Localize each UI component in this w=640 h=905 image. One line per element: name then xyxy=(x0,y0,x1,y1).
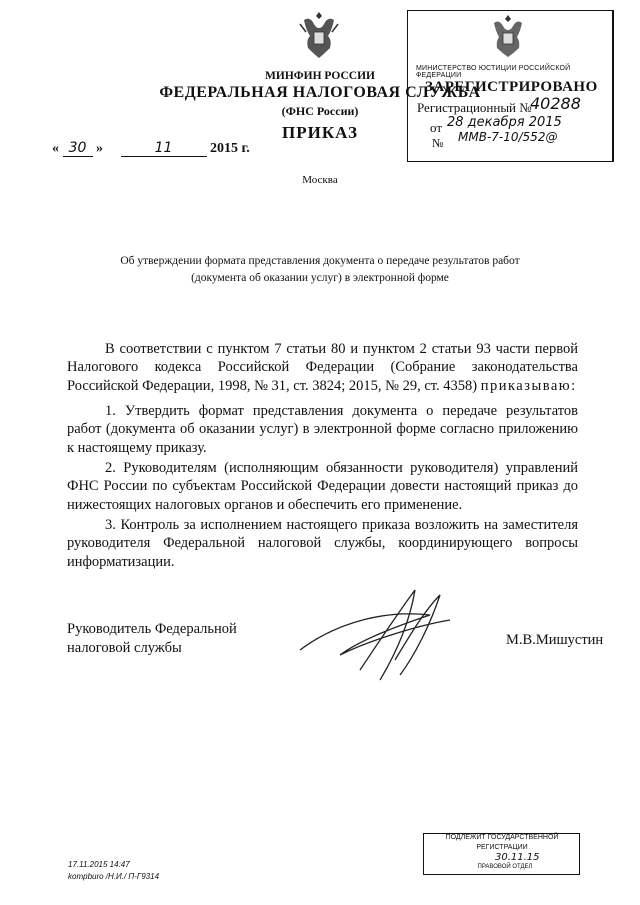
ministry-name: МИНФИН РОССИИ xyxy=(265,70,375,82)
date-close-quote: » xyxy=(96,141,103,156)
stamp-emblem xyxy=(488,12,528,60)
order-date xyxy=(52,140,250,157)
signatory-title xyxy=(67,620,237,658)
order-item-1: 1. Утвердить формат представления документа о передаче результатов работ (документа об оказании услуг) в электронной форме согласно приложению к настоящему приказу. xyxy=(67,403,578,456)
preamble-paragraph xyxy=(67,340,578,395)
stamp-date: 28 декабря 2015 xyxy=(447,115,562,130)
stamp-number: 40288 xyxy=(530,94,581,113)
preamble-text: В соответствии с пунктом 7 статьи 80 и пунктом 2 статьи 93 части первой Налогового кодекса Российской Федерации (Собрание законодательства Российской Федерации, 1998, № 31, ст. 3824; 2015, № 29, ст. 4358) xyxy=(67,341,578,394)
coat-of-arms-emblem xyxy=(296,8,342,62)
footer-file-path: kompburo /Н.И./ П-Г9314 xyxy=(68,872,160,881)
date-year: 2015 г. xyxy=(210,141,250,156)
signatory-title-line1: Руководитель Федеральной xyxy=(67,621,237,637)
stamp-org: МИНИСТЕРСТВО ЮСТИЦИИ РОССИЙСКОЙ ФЕДЕРАЦИИ xyxy=(416,65,571,79)
date-day: 30 xyxy=(63,140,93,157)
order-word: приказываю: xyxy=(480,377,577,394)
agency-name: ФЕДЕРАЛЬНАЯ НАЛОГОВАЯ СЛУЖБА xyxy=(159,84,481,101)
date-open-quote: « xyxy=(52,141,59,156)
handwritten-signature xyxy=(280,580,480,690)
stamp-reg-number: ММВ-7-10/552@ xyxy=(458,130,558,144)
signatory-name: М.В.Мишустин xyxy=(506,632,604,648)
order-item-2: 2. Руководителям (исполняющим обязанности руководителя) управлений ФНС России по субъектам Российской Федерации довести настоящий приказ до нижестоящих налоговых органов и обеспечить его применение. xyxy=(67,460,578,513)
stamp2-date: 30.11.15 xyxy=(495,852,540,863)
document-type-title: ПРИКАЗ xyxy=(282,123,358,142)
agency-short-name: (ФНС России) xyxy=(281,104,359,118)
city: Москва xyxy=(302,174,338,186)
stamp-number-label: Регистрационный № xyxy=(417,100,532,115)
stamp2-line1: ПОДЛЕЖИТ ГОСУДАРСТВЕННОЙ xyxy=(445,834,559,841)
stamp2-line3: ПРАВОВОЙ ОТДЕЛ xyxy=(477,864,533,870)
stamp-status: ЗАРЕГИСТРИРОВАНО xyxy=(425,79,598,95)
document-subject: Об утверждении формата представления документа о передаче результатов работ (документа об оказании услуг) в электронной форме xyxy=(120,255,520,284)
date-month: 11 xyxy=(121,140,207,157)
stamp-date-label: от xyxy=(430,120,443,135)
stamp2-line2: РЕГИСТРАЦИИ xyxy=(476,844,528,851)
footer-timestamp: 17.11.2015 14:47 xyxy=(68,860,130,869)
signatory-title-line2: налоговой службы xyxy=(67,639,182,656)
stamp-reg-label: № xyxy=(432,136,444,150)
order-item-3: 3. Контроль за исполнением настоящего приказа возложить на заместителя руководителя Федеральной налоговой службы, координирующего вопросы информатизации. xyxy=(67,517,578,570)
